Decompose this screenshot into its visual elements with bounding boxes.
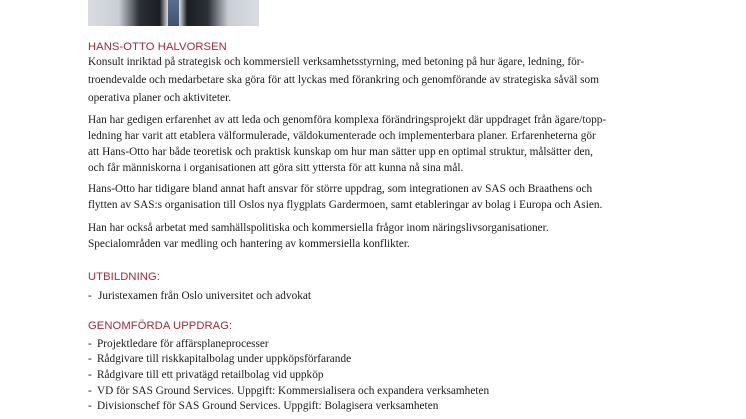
bullet-dash: -: [88, 338, 92, 350]
education-heading: UTBILDNING:: [88, 271, 160, 283]
bio-p1-line1: Konsult inriktad på strategisk och kommersiell verksamhetsstyrning, med betoning på hur ägare, ledning, för-: [88, 56, 585, 68]
bullet-dash: -: [88, 385, 92, 397]
bullet-dash: -: [88, 290, 92, 302]
assignment-item: [88, 338, 269, 350]
assignment-item: [88, 385, 489, 397]
bullet-dash: -: [88, 369, 92, 381]
assignment-item-text: Projektledare för affärsplaneprocesser: [97, 338, 269, 350]
bio-p2-line1: Han har gedigen erfarenhet av att leda och genomföra komplexa förändringsprojekt där uppdraget från ägare/topp-: [88, 114, 607, 126]
education-item: [88, 290, 311, 302]
profile-photo: [88, 0, 259, 26]
assignment-item-text: Rådgivare till ett privatägd retailbolag vid uppköp: [97, 369, 324, 381]
bio-p1-line3: operativa planer och aktiviteter.: [88, 92, 232, 104]
bio-p2-line4: och får människorna i organisationen att göra sitt yttersta för att kunna nå sina mål.: [88, 162, 464, 174]
bullet-dash: -: [88, 400, 92, 412]
bio-p4-line2: Specialområden var medling och hantering av kommersiella konflikter.: [88, 238, 410, 250]
assignment-item: [88, 369, 324, 381]
bio-p2-line2: ledning har varit att etablera välformulerade, väldokumenterade och implementerbara planer. Erfarenheterna gör: [88, 130, 596, 142]
bullet-dash: -: [88, 353, 92, 365]
education-item-text: Juristexamen från Oslo universitet och advokat: [98, 290, 312, 302]
assignment-item-text: VD för SAS Ground Services. Uppgift: Kommersialisera och expandera verksamheten: [97, 385, 490, 397]
bio-p2-line3: att Hans-Otto har både teoretisk och praktisk kunskap om hur man sätter upp en optimal struktur, målsätter den,: [88, 146, 593, 158]
bio-p1-line2: troendevalde och medarbetare ska göra för att lyckas med förankring och genomförande av strategiska såväl som: [88, 74, 599, 86]
bio-p4-line1: Han har också arbetat med samhällspolitiska och kommersiella frågor inom näringslivsorganisationer.: [88, 222, 549, 234]
bio-p3-line1: Hans-Otto har tidigare bland annat haft ansvar för större uppdrag, som integrationen av SAS och Braathens och: [88, 183, 593, 195]
assignment-item: [88, 400, 438, 412]
person-name-heading: HANS-OTTO HALVORSEN: [88, 41, 227, 53]
photo-tie: [168, 0, 179, 26]
assignment-item: [88, 353, 351, 365]
assignments-heading: GENOMFÖRDA UPPDRAG:: [88, 320, 233, 332]
assignment-item-text: Rådgivare till riskkapitalbolag under uppköpsförfarande: [97, 353, 352, 365]
assignment-item-text: Divisionschef för SAS Ground Services. Uppgift: Bolagisera verksamheten: [97, 400, 439, 412]
bio-p3-line2: flytten av SAS:s organisation till Oslos nya flygplats Gardermoen, samt etableringar av bolag i Europa och Asien.: [88, 199, 603, 211]
